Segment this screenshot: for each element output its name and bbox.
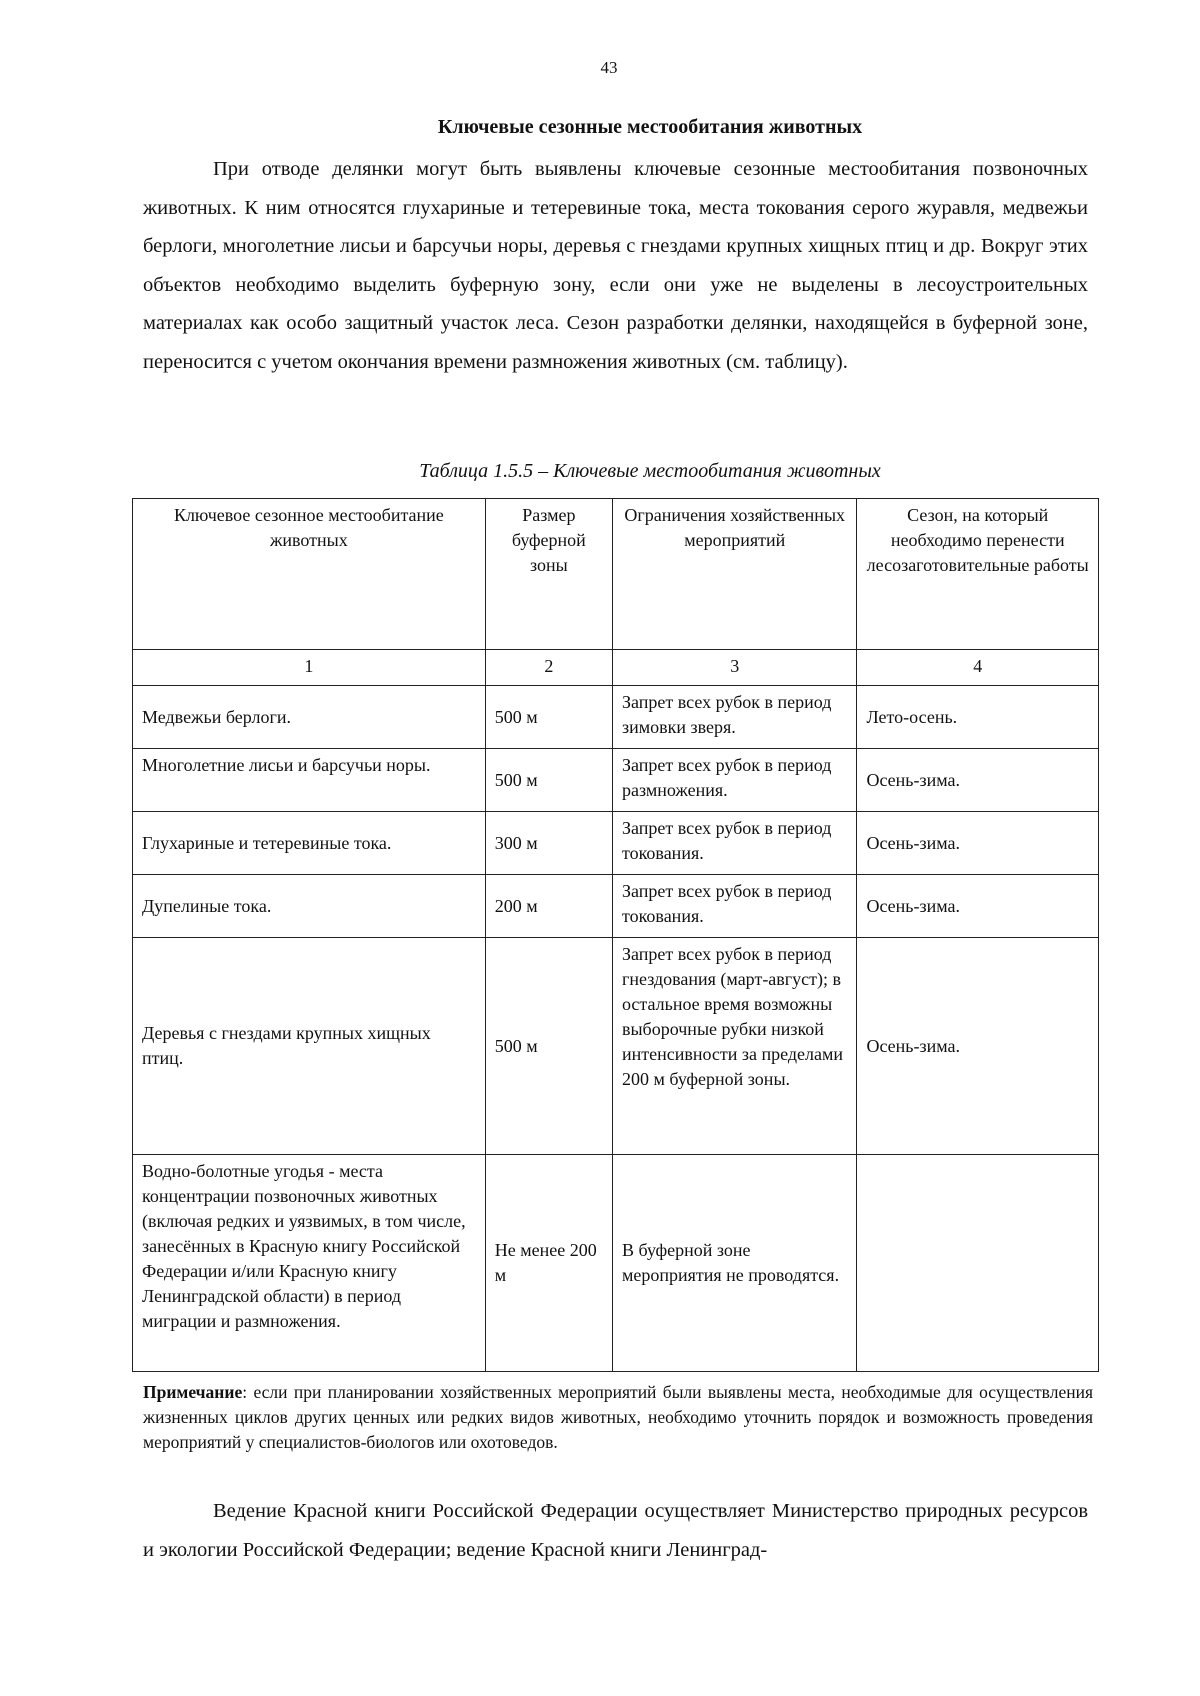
table-row bbox=[133, 686, 1099, 749]
buffer-cell: 500 м bbox=[485, 749, 612, 812]
season-cell: Осень-зима. bbox=[857, 749, 1099, 812]
table-caption: Таблица 1.5.5 – Ключевые местообитания животных bbox=[419, 460, 881, 482]
note-text: : если при планировании хозяйственных мероприятий были выявлены места, необходимые для осуществления жизненных циклов других ценных или редких видов животных, необходимо уточнить порядок и возможность проведения мероприятий у специалистов-биологов или охотоведов. bbox=[143, 1382, 1093, 1452]
table-row bbox=[133, 938, 1099, 1155]
habitat-cell: Водно-болотные угодья - места концентрации позвоночных животных (включая редких и уязвимых, в том числе, занесённых в Красную книгу Российской Федерации и/или Красную книгу Ленинградской области) в период миграции и размножения. bbox=[133, 1155, 486, 1372]
buffer-cell: 300 м bbox=[485, 812, 612, 875]
closing-paragraph: Ведение Красной книги Российской Федерации осуществляет Министерство природных ресурсов и экологии Российской Федерации; ведение Красной книги Ленинград- bbox=[143, 1500, 1088, 1561]
section-title: Ключевые сезонные местообитания животных bbox=[437, 116, 863, 138]
header-buffer-size: Размер буферной зоны bbox=[485, 499, 612, 650]
buffer-cell: 200 м bbox=[485, 875, 612, 938]
buffer-cell: 500 м bbox=[485, 938, 612, 1155]
season-cell bbox=[857, 1155, 1099, 1372]
table-header-row bbox=[133, 499, 1099, 650]
table-note bbox=[143, 1380, 1093, 1455]
restriction-cell: Запрет всех рубок в период гнездования (март-август); в остальное время возможны выборочные рубки низкой интенсивности за пределами 200 м буферной зоны. bbox=[612, 938, 857, 1155]
buffer-cell: 500 м bbox=[485, 686, 612, 749]
restriction-cell: Запрет всех рубок в период токования. bbox=[612, 875, 857, 938]
column-number: 1 bbox=[133, 650, 486, 686]
restriction-cell: В буферной зоне мероприятия не проводятся. bbox=[612, 1155, 857, 1372]
column-number: 4 bbox=[857, 650, 1099, 686]
header-season: Сезон, на который необходимо перенести лесозаготовительные работы bbox=[857, 499, 1099, 650]
header-restrictions: Ограничения хозяйственных мероприятий bbox=[612, 499, 857, 650]
page-number: 43 bbox=[600, 58, 618, 77]
intro-paragraph: При отводе делянки могут быть выявлены ключевые сезонные местообитания позвоночных животных. К ним относятся глухариные и тетеревиные тока, места токования серого журавля, медвежьи берлоги, многолетние лисьи и барсучьи норы, деревья с гнездами крупных хищных птиц и др. Вокруг этих объектов необходимо выделить буферную зону, если они уже не выделены в лесоустроительных материалах как особо защитный участок леса. Сезон разработки делянки, находящейся в буферной зоне, переносится с учетом окончания времени размножения животных (см. таблицу). bbox=[143, 158, 1088, 373]
restriction-cell: Запрет всех рубок в период зимовки зверя. bbox=[612, 686, 857, 749]
restriction-cell: Запрет всех рубок в период размножения. bbox=[612, 749, 857, 812]
table-row bbox=[133, 1155, 1099, 1372]
season-cell: Осень-зима. bbox=[857, 938, 1099, 1155]
season-cell: Осень-зима. bbox=[857, 875, 1099, 938]
column-number: 3 bbox=[612, 650, 857, 686]
column-number-row bbox=[133, 650, 1099, 686]
season-cell: Осень-зима. bbox=[857, 812, 1099, 875]
season-cell: Лето-осень. bbox=[857, 686, 1099, 749]
habitat-cell: Глухариные и тетеревиные тока. bbox=[133, 812, 486, 875]
habitat-cell: Дупелиные тока. bbox=[133, 875, 486, 938]
buffer-cell: Не менее 200 м bbox=[485, 1155, 612, 1372]
table-row bbox=[133, 749, 1099, 812]
header-habitat: Ключевое сезонное местообитание животных bbox=[133, 499, 486, 650]
habitat-cell: Многолетние лисьи и барсучьи норы. bbox=[133, 749, 486, 812]
column-number: 2 bbox=[485, 650, 612, 686]
restriction-cell: Запрет всех рубок в период токования. bbox=[612, 812, 857, 875]
table-row bbox=[133, 812, 1099, 875]
habitat-cell: Медвежьи берлоги. bbox=[133, 686, 486, 749]
note-label: Примечание bbox=[143, 1382, 243, 1402]
table-row bbox=[133, 875, 1099, 938]
habitat-cell: Деревья с гнездами крупных хищных птиц. bbox=[133, 938, 486, 1155]
habitat-table bbox=[132, 498, 1099, 1372]
